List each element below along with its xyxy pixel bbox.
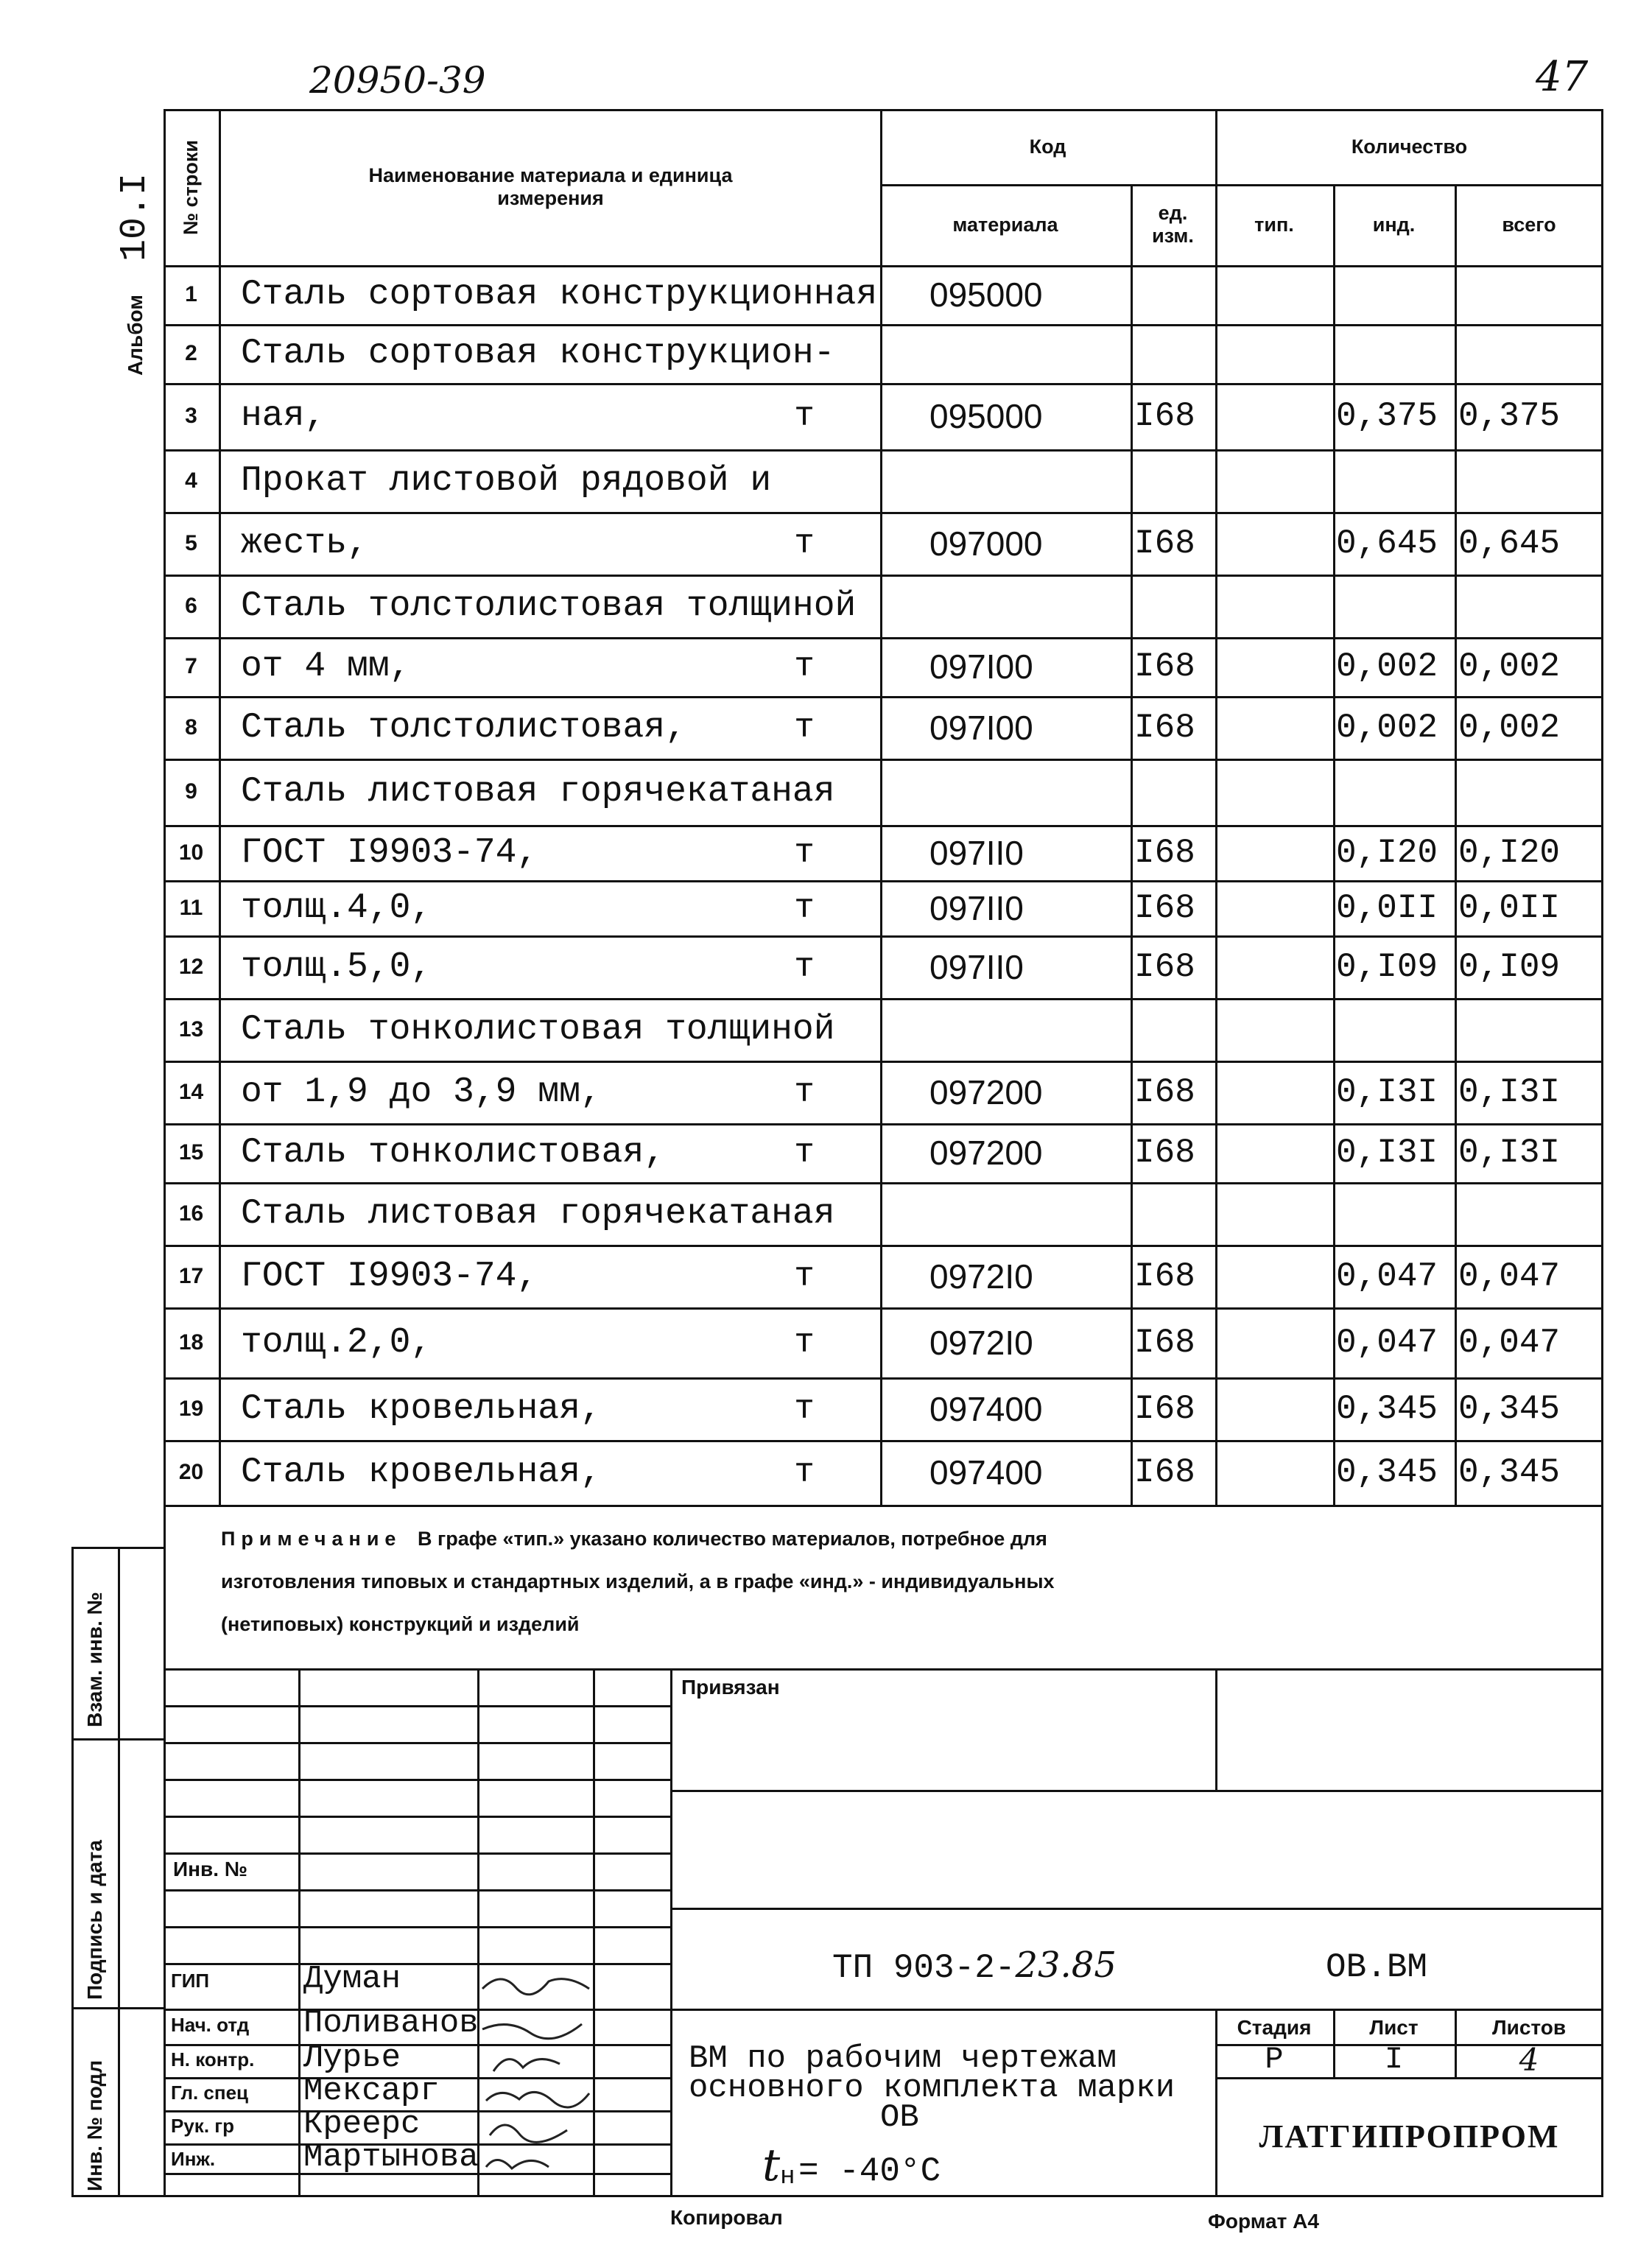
- qty-total: 0,0II: [1458, 888, 1561, 927]
- signature-name: Думан: [303, 1961, 401, 1998]
- description: [689, 2040, 1175, 2136]
- tb-grid-6: [164, 1889, 670, 1892]
- qty-total: [1458, 759, 1602, 825]
- temperature: [762, 2140, 941, 2191]
- temp-sub: н: [780, 2163, 795, 2192]
- material-code: [929, 324, 1150, 383]
- table-row: [164, 449, 1603, 512]
- description-line-1: ВМ по рабочим чертежам: [689, 2040, 1117, 2077]
- unit-code: [1134, 575, 1215, 637]
- table-row: [164, 324, 1603, 383]
- side-strip-bottom: [71, 2195, 164, 2197]
- qty-ind: 0,I09: [1336, 947, 1438, 986]
- row-number: 18: [178, 1330, 204, 1355]
- qty-ind: 0,0II: [1336, 888, 1438, 927]
- material-code: 097II0: [929, 833, 1024, 872]
- table-row: [164, 880, 1603, 935]
- row-number: 16: [178, 1201, 204, 1226]
- material-name: жесть,: [241, 523, 368, 563]
- material-unit: т: [794, 1323, 815, 1362]
- row-number: 17: [178, 1263, 204, 1288]
- qty-ind: 0,375: [1336, 397, 1438, 435]
- qty-ind: 0,047: [1336, 1323, 1438, 1362]
- row-number: 1: [185, 282, 197, 306]
- material-unit: [782, 759, 826, 825]
- signature-name: Мартынова: [303, 2139, 479, 2176]
- note: [221, 1517, 1591, 1645]
- material-code: 097I00: [929, 647, 1033, 686]
- description-line-3: ОВ: [880, 2099, 919, 2136]
- album-label: Альбом: [124, 295, 147, 376]
- note-line-1-text: В графе «тип.» указано количество материалов, потребное для: [417, 1528, 1047, 1550]
- qty-typ: [1215, 1123, 1333, 1182]
- qty-typ: [1215, 1182, 1333, 1245]
- unit-code: I68: [1134, 888, 1195, 927]
- unit-code: I68: [1134, 1323, 1195, 1362]
- material-code: 097200: [929, 1072, 1043, 1111]
- qty-total: 0,047: [1458, 1323, 1561, 1362]
- sheets-value: 4: [1519, 2041, 1539, 2078]
- qty-typ: [1215, 324, 1333, 383]
- unit-code: I68: [1134, 397, 1195, 435]
- header-name: [221, 109, 880, 265]
- side-strip-div2: [71, 2007, 164, 2009]
- material-unit: т: [794, 1072, 815, 1111]
- header-code-group: [880, 109, 1215, 184]
- material-code: [929, 1182, 1150, 1245]
- table-row: [164, 1307, 1603, 1377]
- unit-code: [1134, 1182, 1215, 1245]
- row-number: 10: [178, 840, 204, 865]
- signature-name: Лурье: [303, 2040, 401, 2076]
- qty-total: 0,I3I: [1458, 1072, 1561, 1111]
- qty-total: 0,375: [1458, 397, 1561, 435]
- table-row: [164, 1440, 1603, 1505]
- side-strip-left-border: [71, 1547, 74, 2195]
- document-mark: ОВ.ВМ: [1326, 1948, 1428, 1987]
- material-name: Сталь тонколистовая толщиной: [241, 1009, 835, 1050]
- side-strip-top: [71, 1547, 164, 1549]
- qty-total: [1458, 324, 1602, 383]
- tb-grid-2: [164, 1742, 670, 1744]
- material-unit: [782, 324, 826, 383]
- qty-total: 0,I20: [1458, 833, 1561, 872]
- qty-typ: [1215, 449, 1333, 512]
- table-row: [164, 998, 1603, 1061]
- material-unit: т: [794, 524, 815, 563]
- description-line-2: основного комплекта марки: [689, 2070, 1175, 2107]
- vzam-inv-label: Взам. инв. №: [83, 1592, 106, 1727]
- unit-code: [1134, 998, 1215, 1061]
- row-divider: [164, 1505, 1603, 1507]
- qty-total: [1458, 998, 1602, 1061]
- qty-typ: [1215, 512, 1333, 575]
- qty-ind: [1336, 1182, 1454, 1245]
- header-row-no-text: № строки: [180, 139, 202, 235]
- note-line-2: изготовления типовых и стандартных изделий, а в графе «инд.» - индивидуальных: [221, 1570, 1055, 1592]
- qty-total: [1458, 1182, 1602, 1245]
- row-number: 4: [185, 468, 197, 493]
- material-name: Сталь сортовая конструкционная: [241, 275, 878, 315]
- row-number: 11: [179, 895, 203, 920]
- material-code: 095000: [929, 397, 1043, 435]
- header-qty-ind: [1333, 184, 1455, 265]
- qty-typ: [1215, 1377, 1333, 1440]
- material-code: 0972I0: [929, 1323, 1033, 1362]
- header-qty-total: [1455, 184, 1603, 265]
- tb-grid-8: [164, 1963, 670, 1965]
- note-line-3: (нетиповых) конструкций и изделий: [221, 1613, 580, 1635]
- header-code-material: [880, 184, 1131, 265]
- qty-ind: [1336, 449, 1454, 512]
- material-name: Сталь тонколистовая,: [241, 1133, 666, 1173]
- material-unit: [782, 998, 826, 1061]
- table-row: [164, 512, 1603, 575]
- qty-typ: [1215, 575, 1333, 637]
- table-row: [164, 935, 1603, 998]
- material-unit: т: [794, 708, 815, 747]
- unit-code: [1134, 449, 1215, 512]
- row-number: 3: [185, 404, 197, 428]
- qty-ind: 0,I3I: [1336, 1134, 1438, 1172]
- row-number: 7: [185, 654, 197, 678]
- qty-typ: [1215, 1307, 1333, 1377]
- qty-ind: 0,345: [1336, 1389, 1438, 1428]
- material-unit: т: [794, 1134, 815, 1172]
- signature-role: Рук. гр: [171, 2115, 234, 2137]
- qty-typ: [1215, 383, 1333, 449]
- qty-total: 0,345: [1458, 1389, 1561, 1428]
- signature-scribble: [479, 2112, 597, 2144]
- qty-typ: [1215, 935, 1333, 998]
- row-number: 6: [185, 593, 197, 618]
- material-code: 097II0: [929, 888, 1024, 927]
- tb-grid-3: [164, 1779, 670, 1781]
- row-number: 5: [185, 530, 197, 555]
- material-name: ГОСТ I9903-74,: [241, 832, 538, 873]
- material-code: 095000: [929, 275, 1043, 314]
- qty-ind: [1336, 265, 1454, 324]
- material-code: [929, 759, 1150, 825]
- organization: ЛАТГИПРОПРОМ: [1259, 2118, 1560, 2154]
- material-name: толщ.4,0,: [241, 888, 432, 928]
- unit-code: [1134, 265, 1215, 324]
- material-code: 097400: [929, 1389, 1043, 1428]
- note-line-1: [221, 1517, 1591, 1560]
- material-name: Сталь кровельная,: [241, 1453, 602, 1492]
- qty-ind: [1336, 759, 1454, 825]
- tb-top-line: [164, 1668, 1603, 1671]
- privyazan-label: Привязан: [681, 1676, 780, 1699]
- material-unit: [782, 575, 826, 637]
- row-number: 15: [178, 1140, 204, 1165]
- qty-total: 0,645: [1458, 524, 1561, 563]
- qty-total: [1458, 265, 1602, 324]
- qty-total: 0,002: [1458, 647, 1561, 686]
- material-unit: т: [794, 947, 815, 986]
- signature-scribble: [479, 2045, 597, 2078]
- material-code: [929, 575, 1150, 637]
- unit-code: I68: [1134, 524, 1195, 563]
- material-unit: т: [794, 888, 815, 927]
- table-row: [164, 1123, 1603, 1182]
- row-number: 13: [178, 1016, 204, 1042]
- material-code: [929, 998, 1150, 1061]
- sheets-label: Листов: [1491, 2015, 1567, 2039]
- unit-code: I68: [1134, 833, 1195, 872]
- qty-total: 0,345: [1458, 1453, 1561, 1492]
- document-number: 20950-39: [309, 59, 486, 102]
- material-code: 097000: [929, 524, 1043, 563]
- header-qty-typ-text: тип.: [1254, 213, 1294, 236]
- header-qty-group: [1215, 109, 1603, 184]
- header-qty-ind-text: инд.: [1372, 213, 1416, 236]
- signature-scribble: [479, 1967, 597, 1999]
- signature-role: Н. контр.: [171, 2048, 255, 2070]
- project-code-text: ТП 903-2-: [832, 1949, 1016, 1987]
- header-code-unit: [1131, 184, 1215, 265]
- qty-ind: 0,345: [1336, 1453, 1438, 1492]
- material-unit: т: [794, 647, 815, 686]
- unit-code: I68: [1134, 1389, 1195, 1428]
- album-value: 10.I: [114, 172, 156, 261]
- signature-role: Нач. отд: [171, 2014, 250, 2036]
- header-code-material-text: материала: [952, 213, 1058, 236]
- signature-scribble: [479, 2145, 597, 2177]
- header-qty-group-text: Количество: [1351, 135, 1468, 158]
- unit-code: I68: [1134, 1134, 1195, 1172]
- table-row: [164, 1245, 1603, 1307]
- qty-total: 0,I09: [1458, 947, 1561, 986]
- material-unit: т: [794, 1389, 815, 1428]
- row-number: 20: [178, 1460, 204, 1484]
- table-row: [164, 696, 1603, 759]
- table-row: [164, 1182, 1603, 1245]
- signature-role: Гл. спец: [171, 2082, 249, 2104]
- unit-code: I68: [1134, 1257, 1195, 1296]
- material-name: от 4 мм,: [241, 647, 411, 686]
- material-code: 097200: [929, 1134, 1043, 1172]
- qty-typ: [1215, 825, 1333, 880]
- material-name: Сталь сортовая конструкцион-: [241, 334, 835, 373]
- table-row: [164, 575, 1603, 637]
- qty-typ: [1215, 265, 1333, 324]
- project-code: [832, 1945, 1117, 1987]
- row-number: 12: [178, 954, 204, 979]
- row-number: 14: [178, 1079, 204, 1104]
- sheet-label: Лист: [1369, 2015, 1419, 2039]
- tb-grid-4: [164, 1816, 670, 1818]
- signature-name: Поливанов: [303, 2005, 479, 2042]
- qty-typ: [1215, 759, 1333, 825]
- material-unit: [782, 265, 826, 324]
- unit-code: I68: [1134, 647, 1195, 686]
- tb-vline-d: [670, 1668, 672, 2197]
- side-strip-inner-border: [118, 1547, 120, 2195]
- header-code-unit-text: ед. изм.: [1152, 202, 1194, 247]
- table-row: [164, 825, 1603, 880]
- table-row: [164, 1061, 1603, 1123]
- material-name: толщ.5,0,: [241, 946, 432, 987]
- signature-name: Креерс: [303, 2106, 421, 2143]
- table-row: [164, 1377, 1603, 1440]
- material-code: 0972I0: [929, 1257, 1033, 1296]
- material-code: 097I00: [929, 708, 1033, 747]
- qty-ind: [1336, 575, 1454, 637]
- table-row: [164, 759, 1603, 825]
- header-code-group-text: Код: [1029, 135, 1066, 158]
- material-code: 097II0: [929, 947, 1024, 986]
- qty-ind: 0,047: [1336, 1257, 1438, 1296]
- qty-ind: [1336, 998, 1454, 1061]
- table-row: [164, 265, 1603, 324]
- temp-symbol: t: [762, 2140, 781, 2191]
- signature-name: Мексарг: [303, 2073, 440, 2110]
- project-code-hw: 23.85: [1015, 1945, 1117, 1986]
- note-title: Примечание: [221, 1528, 402, 1550]
- signature-role: ГИП: [171, 1970, 210, 1992]
- material-code: 097400: [929, 1453, 1043, 1492]
- header-qty-total-text: всего: [1502, 213, 1556, 236]
- tb-privyazan-bottom: [670, 1790, 1603, 1792]
- table-row: [164, 637, 1603, 696]
- material-unit: т: [794, 833, 815, 872]
- material-name: Прокат листовой рядовой и: [241, 460, 772, 501]
- stage-value: Р: [1265, 2042, 1284, 2077]
- tb-vline-a: [298, 1668, 300, 2197]
- qty-typ: [1215, 1440, 1333, 1505]
- qty-typ: [1215, 1061, 1333, 1123]
- unit-code: I68: [1134, 947, 1195, 986]
- unit-code: I68: [1134, 708, 1195, 747]
- material-name: Сталь толстолистовая толщиной: [241, 586, 857, 626]
- row-number: 8: [185, 714, 197, 740]
- stage-label: Стадия: [1237, 2015, 1312, 2039]
- tb-grid-1: [164, 1705, 670, 1707]
- tb-grid-5: [164, 1852, 670, 1855]
- qty-typ: [1215, 637, 1333, 696]
- qty-typ: [1215, 1245, 1333, 1307]
- qty-total: 0,002: [1458, 708, 1561, 747]
- row-number: 9: [185, 779, 197, 804]
- qty-total: [1458, 449, 1602, 512]
- material-unit: т: [794, 1453, 815, 1492]
- material-unit: т: [794, 397, 815, 435]
- material-unit: т: [794, 1257, 815, 1296]
- unit-code: [1134, 759, 1215, 825]
- qty-ind: 0,645: [1336, 524, 1438, 563]
- material-name: Сталь толстолистовая,: [241, 707, 686, 748]
- row-number: 19: [178, 1396, 204, 1421]
- sheet-value: I: [1384, 2042, 1404, 2077]
- qty-total: 0,I3I: [1458, 1134, 1561, 1172]
- header-name-text: Наименование материала и единица измерения: [368, 164, 733, 209]
- material-unit: [782, 449, 826, 512]
- qty-typ: [1215, 696, 1333, 759]
- header-row-no: [164, 109, 219, 265]
- qty-typ: [1215, 880, 1333, 935]
- qty-ind: 0,I20: [1336, 833, 1438, 872]
- tb-code-top: [670, 1908, 1603, 1910]
- inv-no-label: Инв. №: [173, 1858, 248, 1880]
- table-row: [164, 383, 1603, 449]
- tb-privyazan-div: [1215, 1668, 1217, 1790]
- copied-label: Копировал: [670, 2206, 783, 2229]
- material-name: толщ.2,0,: [241, 1322, 432, 1363]
- qty-ind: 0,002: [1336, 708, 1438, 747]
- qty-total: 0,047: [1458, 1257, 1561, 1296]
- side-strip-div1: [71, 1738, 164, 1741]
- material-name: Сталь кровельная,: [241, 1388, 602, 1429]
- unit-code: [1134, 324, 1215, 383]
- qty-ind: [1336, 324, 1454, 383]
- unit-code: I68: [1134, 1453, 1195, 1492]
- qty-ind: 0,I3I: [1336, 1072, 1438, 1111]
- signature-scribble: [479, 2079, 597, 2111]
- temp-value: = -40°C: [798, 2152, 941, 2191]
- qty-typ: [1215, 998, 1333, 1061]
- header-qty-typ: [1215, 184, 1333, 265]
- material-name: Сталь листовая горячекатаная: [241, 1193, 835, 1234]
- tb-grid-7: [164, 1926, 670, 1928]
- material-code: [929, 449, 1150, 512]
- signature-role: Инж.: [171, 2148, 216, 2170]
- qty-total: [1458, 575, 1602, 637]
- material-name: ная,: [241, 396, 326, 436]
- inv-podl-label: Инв. № подл: [83, 2059, 106, 2191]
- material-name: от 1,9 до 3,9 мм,: [241, 1072, 602, 1112]
- format-label: Формат А4: [1208, 2210, 1319, 2233]
- signature-scribble: [479, 2011, 597, 2043]
- qty-ind: 0,002: [1336, 647, 1438, 686]
- material-name: Сталь листовая горячекатаная: [241, 772, 835, 812]
- page-number: 47: [1536, 53, 1589, 101]
- material-unit: [782, 1182, 826, 1245]
- row-number: 2: [185, 341, 197, 365]
- unit-code: I68: [1134, 1072, 1195, 1111]
- podpis-data-label: Подпись и дата: [83, 1840, 106, 2000]
- material-name: ГОСТ I9903-74,: [241, 1256, 538, 1296]
